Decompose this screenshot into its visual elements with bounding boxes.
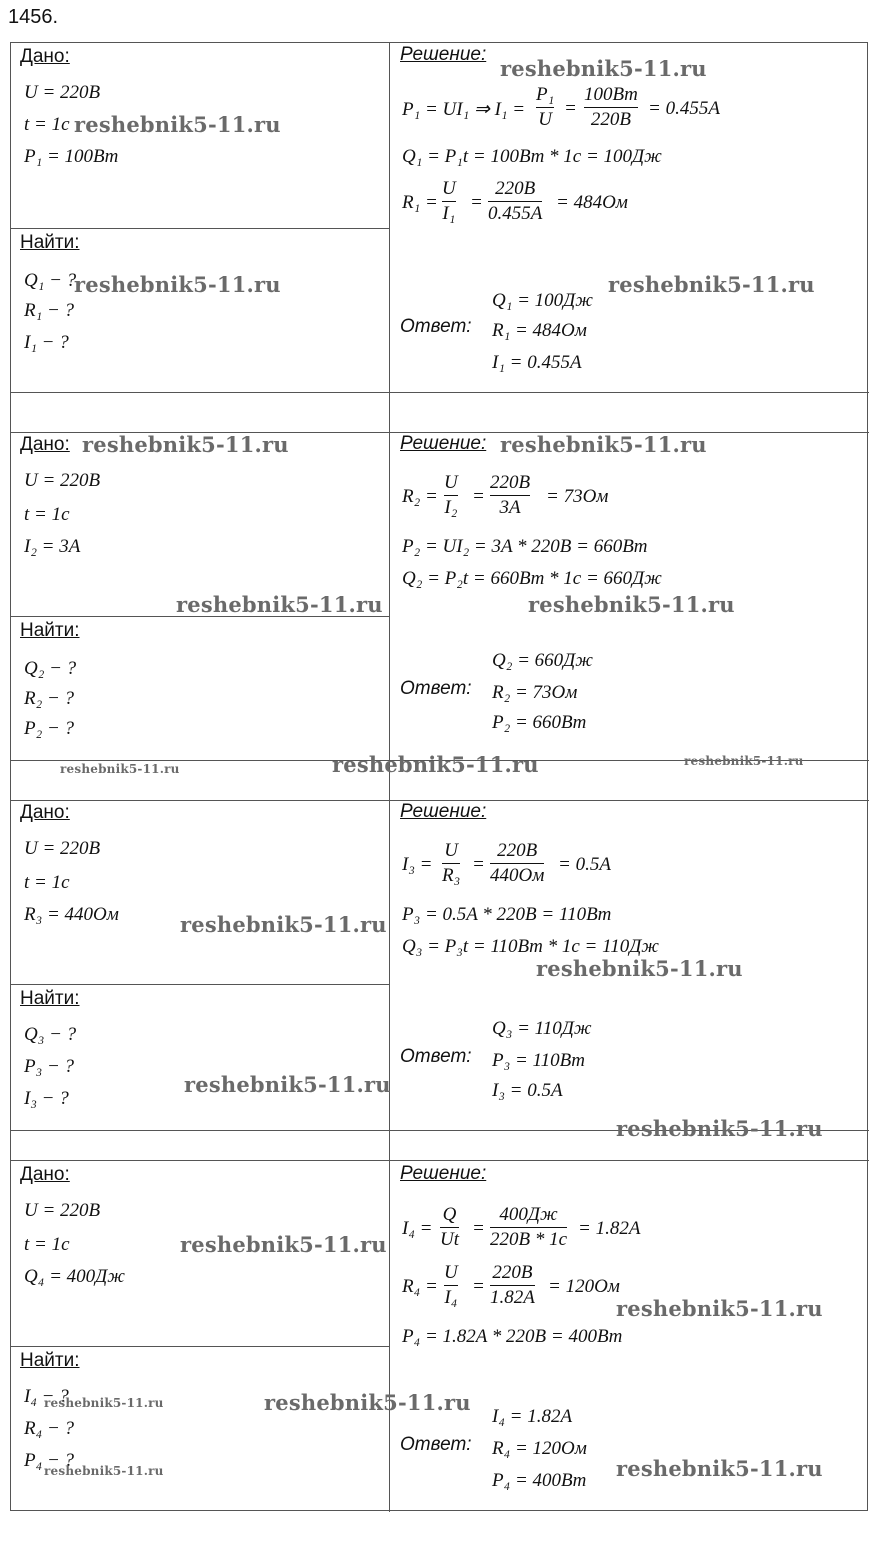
fraction-bar — [490, 1285, 535, 1286]
formula-line: P₂ = UI₂ = 3A * 220B = 660Bт — [402, 536, 648, 557]
fraction-denominator: Ut — [440, 1229, 459, 1250]
watermark: reshebnik5-11.ru — [332, 752, 539, 777]
fraction-denominator: R₃ — [442, 865, 461, 886]
formula-fraction — [490, 840, 544, 887]
find-line: I₄ − ? — [24, 1386, 69, 1407]
fraction-bar — [584, 107, 638, 108]
equals-sign: = — [472, 486, 485, 507]
formula-result: = 1.82A — [578, 1218, 641, 1239]
watermark: reshebnik5-11.ru — [528, 592, 735, 617]
solution-heading: Решение: — [400, 1163, 487, 1184]
row-divider — [11, 1160, 869, 1161]
watermark: reshebnik5-11.ru — [60, 762, 180, 776]
problem-number: 1456. — [8, 6, 59, 28]
answer-line: Q₂ = 660Дж — [492, 650, 593, 671]
find-line: Q₂ − ? — [24, 658, 77, 679]
equals-sign: = — [564, 98, 577, 119]
formula-fraction — [490, 1204, 567, 1251]
given-line: U = 220B — [24, 470, 101, 491]
fraction-denominator: 0.455A — [488, 203, 543, 224]
fraction-numerator: U — [444, 840, 458, 861]
formula-result: = 0.5A — [558, 854, 611, 875]
fraction-bar — [444, 495, 458, 496]
watermark: reshebnik5-11.ru — [500, 56, 707, 81]
given-line: U = 220B — [24, 82, 101, 103]
given-line: t = 1c — [24, 872, 70, 893]
fraction-numerator: 220B — [492, 1262, 533, 1283]
given-line: I₂ = 3A — [24, 536, 81, 557]
fraction-numerator: 220B — [495, 178, 536, 199]
row-divider — [11, 392, 869, 393]
formula-fraction — [442, 840, 460, 887]
answer-label: Ответ: — [400, 1434, 472, 1455]
fraction-denominator: 1.82A — [490, 1287, 535, 1308]
solution-heading: Решение: — [400, 44, 487, 65]
equals-sign: = — [472, 854, 485, 875]
formula-result: = 0.455A — [648, 98, 720, 119]
equals-sign: = — [472, 1218, 485, 1239]
formula-lhs: R₁ = — [402, 192, 438, 213]
fraction-bar — [490, 1227, 567, 1228]
fraction-bar — [490, 495, 530, 496]
fraction-bar — [440, 1227, 459, 1228]
formula-fraction — [444, 1262, 458, 1309]
find-line: I₁ − ? — [24, 332, 69, 353]
fraction-denominator: 3A — [499, 497, 521, 518]
fraction-numerator: Q — [442, 1204, 457, 1225]
watermark: reshebnik5-11.ru — [264, 1390, 471, 1415]
find-heading: Найти: — [20, 988, 80, 1009]
formula-fraction — [490, 1262, 535, 1309]
solution-heading: Решение: — [400, 801, 487, 822]
fraction-numerator: U — [444, 1262, 458, 1283]
find-line: I₃ − ? — [24, 1088, 69, 1109]
column-divider — [389, 43, 390, 1512]
formula-fraction — [490, 472, 530, 519]
fraction-bar — [490, 863, 544, 864]
given-line: P₁ = 100Bт — [24, 146, 119, 167]
watermark: reshebnik5-11.ru — [44, 1464, 164, 1478]
fraction-bar — [444, 1285, 458, 1286]
equals-sign: = — [472, 1276, 485, 1297]
formula-fraction — [584, 84, 638, 131]
fraction-denominator: 220B — [590, 109, 631, 130]
answer-line: P₄ = 400Bт — [492, 1470, 587, 1491]
fraction-numerator: U — [444, 472, 458, 493]
given-find-divider — [11, 228, 389, 229]
watermark: reshebnik5-11.ru — [74, 112, 281, 137]
formula-lhs: R₂ = — [402, 486, 438, 507]
solution-heading: Решение: — [400, 433, 487, 454]
fraction-denominator: 220B * 1c — [490, 1229, 568, 1250]
watermark: reshebnik5-11.ru — [176, 592, 383, 617]
answer-line: Q₃ = 110Дж — [492, 1018, 592, 1039]
watermark: reshebnik5-11.ru — [500, 432, 707, 457]
formula-fraction — [444, 472, 458, 519]
given-heading: Дано: — [20, 1164, 70, 1185]
formula-fraction — [440, 1204, 459, 1251]
fraction-bar — [488, 201, 542, 202]
answer-line: R₄ = 120Ом — [492, 1438, 587, 1459]
find-line: Q₃ − ? — [24, 1024, 77, 1045]
formula-lhs: I₄ = — [402, 1218, 433, 1239]
find-line: R₄ − ? — [24, 1418, 75, 1439]
answer-line: I₁ = 0.455A — [492, 352, 582, 373]
watermark: reshebnik5-11.ru — [684, 754, 804, 768]
answer-line: P₂ = 660Bт — [492, 712, 587, 733]
formula-lhs: I₃ = — [402, 854, 433, 875]
fraction-numerator: 100Bт — [584, 84, 638, 105]
formula-result: = 120Ом — [548, 1276, 620, 1297]
answer-line: R₁ = 484Ом — [492, 320, 587, 341]
fraction-numerator: P₁ — [536, 84, 555, 105]
fraction-denominator: I₁ — [442, 203, 456, 224]
find-heading: Найти: — [20, 1350, 80, 1371]
formula-line: Q₂ = P₂t = 660Bт * 1c = 660Дж — [402, 568, 662, 589]
answer-line: P₃ = 110Bт — [492, 1050, 585, 1071]
fraction-numerator: 220B — [497, 840, 538, 861]
given-line: Q₄ = 400Дж — [24, 1266, 125, 1287]
answer-label: Ответ: — [400, 316, 472, 337]
watermark: reshebnik5-11.ru — [180, 912, 387, 937]
fraction-numerator: 220B — [490, 472, 531, 493]
watermark: reshebnik5-11.ru — [616, 1116, 823, 1141]
answer-line: I₄ = 1.82A — [492, 1406, 573, 1427]
equals-sign: = — [470, 192, 483, 213]
given-line: U = 220B — [24, 838, 101, 859]
answer-line: R₂ = 73Ом — [492, 682, 578, 703]
answer-line: I₃ = 0.5A — [492, 1080, 563, 1101]
given-heading: Дано: — [20, 46, 70, 67]
given-heading: Дано: — [20, 802, 70, 823]
formula-fraction — [536, 84, 554, 131]
formula-fraction — [442, 178, 456, 225]
formula-fraction — [488, 178, 542, 225]
watermark: reshebnik5-11.ru — [616, 1296, 823, 1321]
given-line: t = 1c — [24, 504, 70, 525]
watermark: reshebnik5-11.ru — [74, 272, 281, 297]
answer-line: Q₁ = 100Дж — [492, 290, 593, 311]
watermark: reshebnik5-11.ru — [180, 1232, 387, 1257]
given-heading: Дано: — [20, 434, 70, 455]
find-line: P₃ − ? — [24, 1056, 75, 1077]
watermark: reshebnik5-11.ru — [184, 1072, 391, 1097]
find-line: R₁ − ? — [24, 300, 75, 321]
formula-result: = 484Ом — [556, 192, 628, 213]
formula-line: Q₃ = P₃t = 110Bт * 1c = 110Дж — [402, 936, 659, 957]
find-heading: Найти: — [20, 620, 80, 641]
watermark: reshebnik5-11.ru — [82, 432, 289, 457]
fraction-bar — [442, 863, 460, 864]
given-line: U = 220B — [24, 1200, 101, 1221]
formula-result: = 73Ом — [546, 486, 609, 507]
fraction-bar — [442, 201, 456, 202]
find-line: R₂ − ? — [24, 688, 75, 709]
fraction-denominator: I₂ — [444, 497, 458, 518]
fraction-numerator: 400Дж — [499, 1204, 558, 1225]
formula-line: Q₁ = P₁t = 100Bт * 1c = 100Дж — [402, 146, 662, 167]
given-line: R₃ = 440Ом — [24, 904, 119, 925]
given-line: t = 1c — [24, 114, 70, 135]
fraction-bar — [536, 107, 554, 108]
formula-line: P₄ = 1.82A * 220B = 400Bт — [402, 1326, 623, 1347]
watermark: reshebnik5-11.ru — [608, 272, 815, 297]
answer-label: Ответ: — [400, 1046, 472, 1067]
watermark: reshebnik5-11.ru — [536, 956, 743, 981]
given-find-divider — [11, 984, 389, 985]
formula-line: P₃ = 0.5A * 220B = 110Bт — [402, 904, 612, 925]
fraction-denominator: 440Ом — [490, 865, 545, 886]
formula-lhs: R₄ = — [402, 1276, 438, 1297]
fraction-numerator: U — [442, 178, 456, 199]
formula-lhs: P₁ = UI₁ ⇒ I₁ = — [402, 99, 526, 120]
watermark: reshebnik5-11.ru — [44, 1396, 164, 1410]
answer-label: Ответ: — [400, 678, 472, 699]
given-line: t = 1c — [24, 1234, 70, 1255]
watermark: reshebnik5-11.ru — [616, 1456, 823, 1481]
find-heading: Найти: — [20, 232, 80, 253]
given-find-divider — [11, 1346, 389, 1347]
fraction-denominator: U — [538, 109, 552, 130]
find-line: P₄ − ? — [24, 1450, 75, 1471]
fraction-denominator: I₄ — [444, 1287, 458, 1308]
find-line: P₂ − ? — [24, 718, 75, 739]
find-line: Q₁ − ? — [24, 270, 77, 291]
